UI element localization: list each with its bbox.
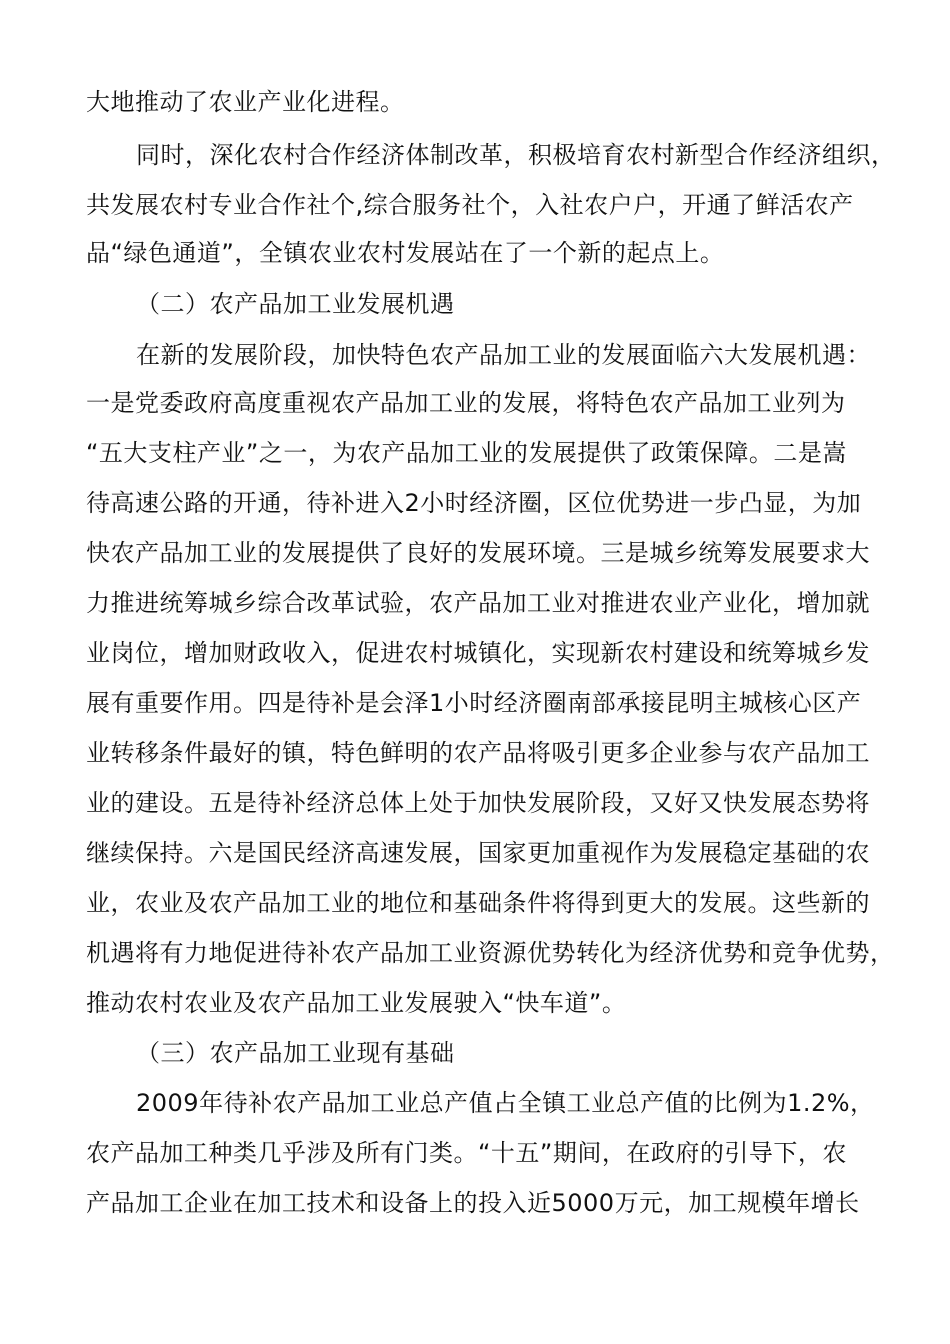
text-line-13: 展有重要作用。四是待补是会泽1小时经济圈南部承接昆明主城核心区产 — [86, 689, 862, 717]
text-line-18: 机遇将有力地促进待补农产品加工业资源优势转化为经济优势和竞争优势， — [86, 939, 895, 967]
text-line-17: 业，农业及农产品加工业的地位和基础条件将得到更大的发展。这些新的 — [86, 889, 870, 917]
text-line-16: 继续保持。六是国民经济高速发展，国家更加重视作为发展稳定基础的农 — [86, 839, 870, 867]
text-line-11: 力推进统筹城乡综合改革试验，农产品加工业对推进农业产业化，增加就 — [86, 589, 870, 617]
text-line-8: “五大支柱产业”之一，为农产品加工业的发展提供了政策保障。二是嵩 — [86, 439, 847, 467]
text-line-4: 品“绿色通道”，全镇农业农村发展站在了一个新的起点上。 — [86, 239, 725, 267]
text-line-10: 快农产品加工业的发展提供了良好的发展环境。三是城乡统筹发展要求大 — [86, 539, 870, 567]
text-line-2: 同时，深化农村合作经济体制改革，积极培育农村新型合作经济组织， — [136, 141, 896, 169]
text-line-14: 业转移条件最好的镇，特色鲜明的农产品将吸引更多企业参与农产品加工 — [86, 739, 870, 767]
text-line-22: 农产品加工种类几乎涉及所有门类。“十五”期间，在政府的引导下，农 — [86, 1139, 847, 1167]
text-line-21: 2009年待补农产品加工业总产值占全镇工业总产值的比例为1.2%， — [136, 1089, 875, 1117]
text-line-12: 业岗位，增加财政收入，促进农村城镇化，实现新农村建设和统筹城乡发 — [86, 639, 870, 667]
text-line-6: 在新的发展阶段，加快特色农产品加工业的发展面临六大发展机遇： — [136, 341, 871, 369]
text-line-7: 一是党委政府高度重视农产品加工业的发展，将特色农产品加工业列为 — [86, 389, 846, 417]
text-line-15: 业的建设。五是待补经济总体上处于加快发展阶段，又好又快发展态势将 — [86, 789, 870, 817]
text-line-3: 共发展农村专业合作社个,综合服务社个，入社农户户，开通了鲜活农产 — [86, 191, 854, 219]
text-line-1: 大地推动了农业产业化进程。 — [86, 88, 405, 116]
section-heading-2: （二）农产品加工业发展机遇 — [136, 290, 455, 318]
text-line-19: 推动农村农业及农产品加工业发展驶入“快车道”。 — [86, 989, 627, 1017]
text-line-9: 待高速公路的开通，待补进入2小时经济圈，区位优势进一步凸显，为加 — [86, 489, 862, 517]
section-heading-3: （三）农产品加工业现有基础 — [136, 1039, 455, 1067]
text-line-23: 产品加工企业在加工技术和设备上的投入近5000万元，加工规模年增长 — [86, 1189, 860, 1217]
